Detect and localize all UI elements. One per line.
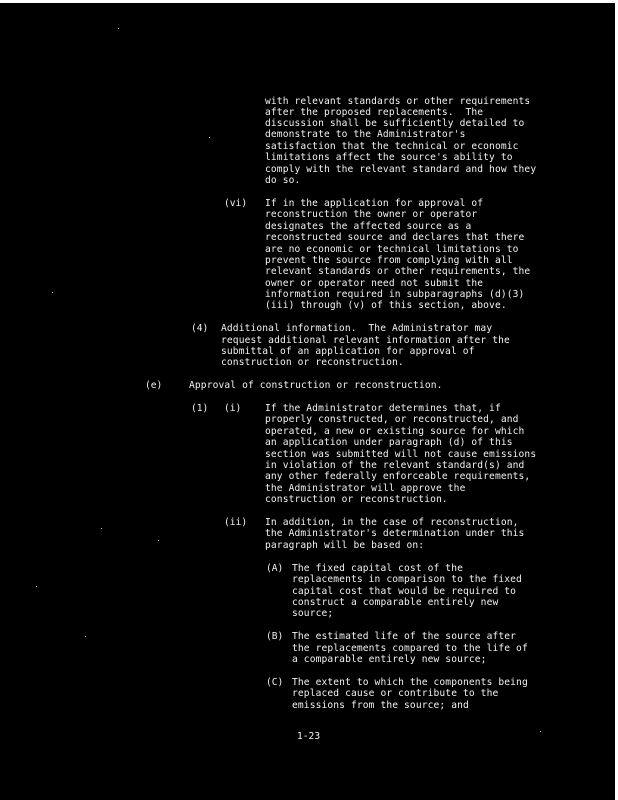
item-label-C: (C) bbox=[266, 677, 284, 688]
scan-speck bbox=[158, 540, 159, 541]
scan-speck bbox=[540, 731, 541, 732]
text-line: In addition, in the case of reconstruction, bbox=[265, 517, 519, 528]
text-line: the Administrator will approve the bbox=[265, 483, 466, 494]
text-line: replacements in comparison to the fixed bbox=[292, 574, 522, 585]
text-line: The fixed capital cost of the bbox=[292, 563, 463, 574]
section-heading: Approval of construction or reconstruction. bbox=[189, 380, 443, 391]
text-line: in violation of the relevant standard(s) and bbox=[265, 460, 525, 471]
text-line: construction or reconstruction. bbox=[221, 357, 404, 368]
text-line: If in the application for approval of bbox=[265, 198, 484, 209]
text-line: submittal of an application for approval of bbox=[221, 346, 475, 357]
text-line: section was submitted will not cause emissions bbox=[265, 449, 537, 460]
text-line: comply with the relevant standard and how they bbox=[265, 164, 537, 175]
text-line: source; bbox=[292, 608, 334, 619]
scan-speck bbox=[85, 636, 86, 637]
text-line: satisfaction that the technical or economic bbox=[265, 141, 519, 152]
item-label-4: (4) bbox=[191, 323, 209, 334]
text-line: are no economic or technical limitations to bbox=[265, 244, 519, 255]
text-line: an application under paragraph (d) of this bbox=[265, 437, 513, 448]
text-line: prevent the source from complying with all bbox=[265, 255, 513, 266]
text-line: demonstrate to the Administrator's bbox=[265, 129, 466, 140]
scan-border-top bbox=[0, 0, 618, 3]
text-line: reconstruction the owner or operator bbox=[265, 209, 478, 220]
text-line: designates the affected source as a bbox=[265, 221, 472, 232]
item-label-B: (B) bbox=[266, 631, 284, 642]
item-label-A: (A) bbox=[266, 563, 284, 574]
text-line: limitations affect the source's ability to bbox=[265, 152, 513, 163]
text-line: properly constructed, or reconstructed, and bbox=[265, 414, 519, 425]
item-label-vi: (vi) bbox=[224, 198, 248, 209]
text-line: information required in subparagraphs (d)(3) bbox=[265, 289, 525, 300]
scan-speck bbox=[118, 28, 119, 29]
text-line: paragraph will be based on: bbox=[265, 540, 425, 551]
text-line: any other federally enforceable requirements, bbox=[265, 471, 531, 482]
text-line: relevant standards or other requirements, the bbox=[265, 266, 531, 277]
text-line: emissions from the source; and bbox=[292, 700, 469, 711]
text-line: the Administrator's determination under this bbox=[265, 528, 525, 539]
text-line: replaced cause or contribute to the bbox=[292, 688, 499, 699]
scan-speck bbox=[52, 292, 53, 293]
text-line: request additional relevant information after the bbox=[221, 335, 510, 346]
text-line: construction or reconstruction. bbox=[265, 494, 448, 505]
text-line: Additional information. The Administrator may bbox=[221, 323, 493, 334]
text-line: capital cost that would be required to bbox=[292, 586, 517, 597]
text-line: operated, a new or existing source for which bbox=[265, 426, 525, 437]
text-line: with relevant standards or other requirements bbox=[265, 96, 531, 107]
text-line: discussion shall be sufficiently detailed to bbox=[265, 118, 525, 129]
text-line: after the proposed replacements. The bbox=[265, 107, 484, 118]
item-label-i: (i) bbox=[224, 403, 242, 414]
item-label-ii: (ii) bbox=[224, 517, 248, 528]
item-label-1: (1) bbox=[191, 403, 209, 414]
scan-speck bbox=[36, 586, 37, 587]
section-label-e: (e) bbox=[145, 380, 163, 391]
text-line: (iii) through (v) of this section, above. bbox=[265, 300, 507, 311]
text-line: construct a comparable entirely new bbox=[292, 597, 499, 608]
scan-speck bbox=[209, 137, 210, 138]
text-line: The estimated life of the source after bbox=[292, 631, 517, 642]
text-line: the replacements compared to the life of bbox=[292, 643, 528, 654]
text-line: The extent to which the components being bbox=[292, 677, 528, 688]
scan-speck bbox=[101, 528, 102, 529]
page-number: 1-23 bbox=[297, 731, 321, 742]
text-line: a comparable entirely new source; bbox=[292, 654, 487, 665]
text-line: do so. bbox=[265, 175, 301, 186]
text-line: owner or operator need not submit the bbox=[265, 278, 484, 289]
text-line: If the Administrator determines that, if bbox=[265, 403, 501, 414]
text-line: reconstructed source and declares that there bbox=[265, 232, 525, 243]
